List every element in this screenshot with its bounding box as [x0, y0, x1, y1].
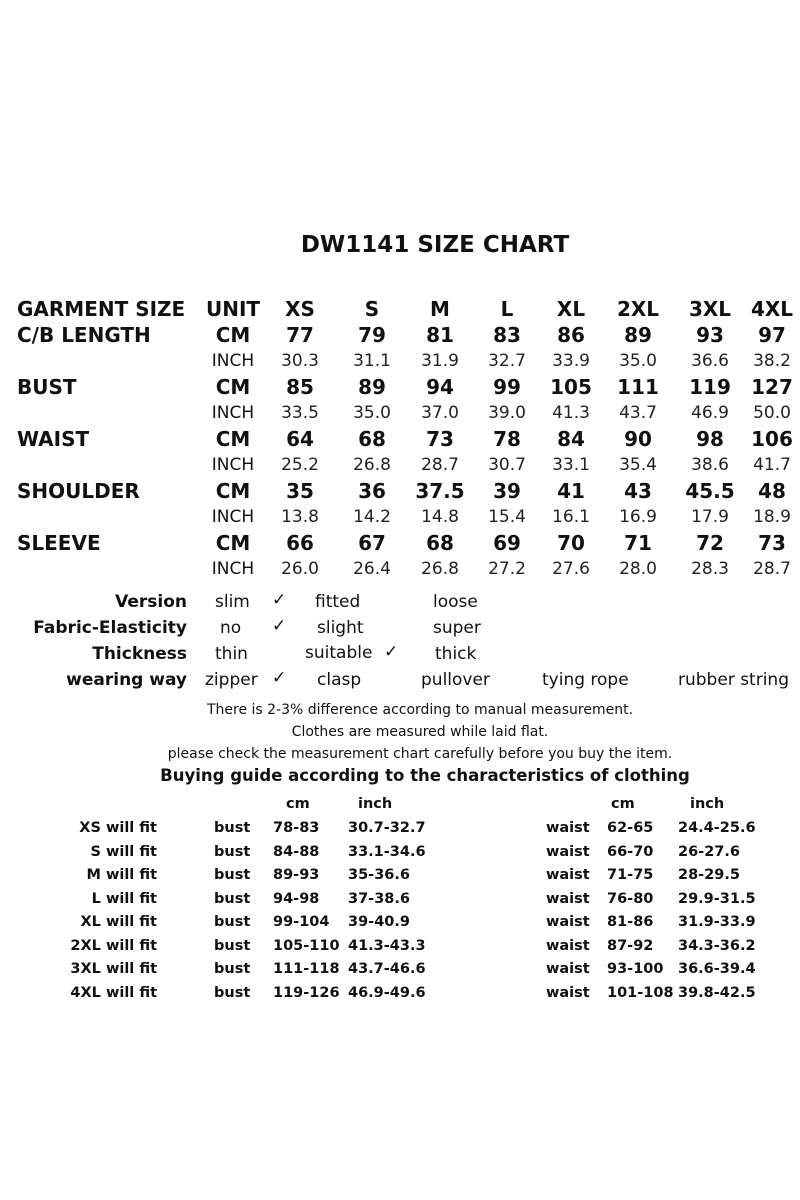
cm-value: 85: [286, 375, 314, 399]
guide-waist-inch: 36.6-39.4: [678, 961, 756, 977]
guide-bust-label: bust: [214, 867, 251, 883]
row-label: SLEEVE: [17, 531, 101, 555]
cm-value: 39: [493, 479, 521, 503]
guide-bust-label: bust: [214, 820, 251, 836]
guide-waist-cm: 81-86: [607, 914, 654, 930]
wearing-check-icon: ✓: [272, 668, 287, 688]
guide-waist-label: waist: [546, 867, 590, 883]
inch-value: 27.2: [488, 559, 526, 579]
inch-value: 46.9: [691, 403, 729, 423]
guide-waist-label: waist: [546, 820, 590, 836]
guide-waist-label: waist: [546, 961, 590, 977]
inch-value: 14.2: [353, 507, 391, 527]
version-label: Version: [115, 592, 187, 612]
guide-fit-label: XS will fit: [79, 820, 157, 836]
size-header-xs: XS: [285, 297, 315, 321]
row-label: WAIST: [17, 427, 90, 451]
note-check-chart: please check the measurement chart carefully before you buy the item.: [167, 746, 673, 762]
cm-value: 86: [557, 323, 585, 347]
cm-value: 66: [286, 531, 314, 555]
thickness-thin: thin: [215, 644, 248, 664]
size-header-3xl: 3XL: [688, 297, 732, 321]
cm-value: 48: [758, 479, 786, 503]
inch-value: 26.4: [353, 559, 391, 579]
cm-value: 36: [358, 479, 386, 503]
guide-waist-label: waist: [546, 891, 590, 907]
unit-cm-label: CM: [215, 531, 251, 555]
guide-bust-inch: 30.7-32.7: [348, 820, 426, 836]
guide-waist-cm: 62-65: [607, 820, 654, 836]
page-title: DW1141 SIZE CHART: [300, 232, 570, 258]
inch-value: 17.9: [691, 507, 729, 527]
guide-bust-label: bust: [214, 891, 251, 907]
size-header-m: M: [430, 297, 450, 321]
size-header-2xl: 2XL: [616, 297, 660, 321]
guide-bust-cm: 94-98: [273, 891, 320, 907]
inch-value: 37.0: [421, 403, 459, 423]
unit-cm-label: CM: [215, 479, 251, 503]
wearing-label: wearing way: [66, 670, 187, 690]
guide-bust-inch: 37-38.6: [348, 891, 410, 907]
guide-waist-cm: 93-100: [607, 961, 664, 977]
guide-bust-inch: 46.9-49.6: [348, 985, 426, 1001]
unit-cm-label: CM: [215, 323, 251, 347]
inch-value: 25.2: [281, 455, 319, 475]
inch-value: 26.8: [421, 559, 459, 579]
guide-inch-header-right: inch: [690, 796, 725, 812]
wearing-pullover: pullover: [421, 670, 490, 690]
inch-value: 30.3: [281, 351, 319, 371]
inch-value: 16.1: [552, 507, 590, 527]
cm-value: 93: [696, 323, 724, 347]
inch-value: 38.6: [691, 455, 729, 475]
cm-value: 78: [493, 427, 521, 451]
cm-value: 84: [557, 427, 585, 451]
guide-bust-inch: 41.3-43.3: [348, 938, 426, 954]
guide-bust-inch: 35-36.6: [348, 867, 410, 883]
inch-value: 18.9: [753, 507, 791, 527]
guide-bust-cm: 105-110: [273, 938, 340, 954]
guide-waist-label: waist: [546, 914, 590, 930]
unit-inch-label: INCH: [211, 403, 255, 423]
size-header-s: S: [364, 297, 380, 321]
guide-fit-label: 3XL will fit: [70, 961, 157, 977]
version-check-icon: ✓: [272, 590, 287, 610]
fabric-label: Fabric-Elasticity: [33, 618, 187, 638]
cm-value: 69: [493, 531, 521, 555]
cm-value: 71: [624, 531, 652, 555]
inch-value: 16.9: [619, 507, 657, 527]
unit-inch-label: INCH: [211, 455, 255, 475]
fabric-no: no: [220, 618, 242, 638]
note-laid-flat: Clothes are measured while laid flat.: [291, 724, 549, 740]
guide-fit-label: S will fit: [90, 844, 157, 860]
guide-waist-cm: 87-92: [607, 938, 654, 954]
guide-inch-header: inch: [358, 796, 393, 812]
guide-bust-label: bust: [214, 938, 251, 954]
unit-inch-label: INCH: [211, 507, 255, 527]
guide-waist-label: waist: [546, 938, 590, 954]
inch-value: 50.0: [753, 403, 791, 423]
inch-value: 28.3: [691, 559, 729, 579]
guide-waist-cm: 101-108: [607, 985, 674, 1001]
inch-value: 27.6: [552, 559, 590, 579]
guide-waist-inch: 39.8-42.5: [678, 985, 756, 1001]
guide-bust-inch: 43.7-46.6: [348, 961, 426, 977]
cm-value: 45.5: [685, 479, 735, 503]
guide-waist-cm: 71-75: [607, 867, 654, 883]
guide-fit-label: 2XL will fit: [70, 938, 157, 954]
cm-value: 81: [426, 323, 454, 347]
guide-waist-cm: 76-80: [607, 891, 654, 907]
cm-value: 77: [286, 323, 314, 347]
unit-cm-label: CM: [215, 375, 251, 399]
thickness-check-icon: ✓: [384, 642, 399, 662]
cm-value: 89: [358, 375, 386, 399]
cm-value: 105: [550, 375, 592, 399]
version-slim: slim: [215, 592, 250, 612]
cm-value: 35: [286, 479, 314, 503]
guide-waist-inch: 28-29.5: [678, 867, 740, 883]
inch-value: 35.4: [619, 455, 657, 475]
cm-value: 73: [426, 427, 454, 451]
guide-bust-label: bust: [214, 844, 251, 860]
cm-value: 68: [426, 531, 454, 555]
cm-value: 111: [617, 375, 659, 399]
guide-waist-label: waist: [546, 844, 590, 860]
inch-value: 33.9: [552, 351, 590, 371]
inch-value: 32.7: [488, 351, 526, 371]
guide-bust-label: bust: [214, 961, 251, 977]
guide-bust-cm: 119-126: [273, 985, 340, 1001]
cm-value: 72: [696, 531, 724, 555]
note-difference: There is 2-3% difference according to manual measurement.: [206, 702, 634, 718]
inch-value: 14.8: [421, 507, 459, 527]
inch-value: 15.4: [488, 507, 526, 527]
fabric-slight: slight: [317, 618, 364, 638]
inch-value: 31.9: [421, 351, 459, 371]
inch-value: 41.3: [552, 403, 590, 423]
wearing-rubber-string: rubber string: [678, 670, 789, 690]
inch-value: 41.7: [753, 455, 791, 475]
cm-value: 79: [358, 323, 386, 347]
cm-value: 127: [751, 375, 793, 399]
cm-value: 41: [557, 479, 585, 503]
inch-value: 43.7: [619, 403, 657, 423]
cm-value: 94: [426, 375, 454, 399]
size-header-4xl: 4XL: [750, 297, 794, 321]
cm-value: 90: [624, 427, 652, 451]
inch-value: 31.1: [353, 351, 391, 371]
cm-value: 106: [751, 427, 793, 451]
cm-value: 73: [758, 531, 786, 555]
guide-bust-inch: 39-40.9: [348, 914, 410, 930]
cm-value: 98: [696, 427, 724, 451]
unit-cm-label: CM: [215, 427, 251, 451]
version-loose: loose: [433, 592, 478, 612]
cm-value: 99: [493, 375, 521, 399]
version-fitted: fitted: [315, 592, 361, 612]
inch-value: 28.7: [421, 455, 459, 475]
cm-value: 64: [286, 427, 314, 451]
unit-inch-label: INCH: [211, 351, 255, 371]
inch-value: 33.5: [281, 403, 319, 423]
guide-waist-inch: 34.3-36.2: [678, 938, 756, 954]
unit-header: UNIT: [205, 297, 261, 321]
inch-value: 38.2: [753, 351, 791, 371]
size-header-xl: XL: [556, 297, 586, 321]
guide-fit-label: M will fit: [86, 867, 157, 883]
wearing-zipper: zipper: [205, 670, 258, 690]
wearing-tying-rope: tying rope: [542, 670, 629, 690]
cm-value: 97: [758, 323, 786, 347]
cm-value: 37.5: [415, 479, 465, 503]
guide-bust-inch: 33.1-34.6: [348, 844, 426, 860]
inch-value: 28.0: [619, 559, 657, 579]
guide-fit-label: L will fit: [91, 891, 157, 907]
guide-bust-cm: 89-93: [273, 867, 320, 883]
inch-value: 35.0: [619, 351, 657, 371]
cm-value: 67: [358, 531, 386, 555]
guide-bust-label: bust: [214, 914, 251, 930]
guide-waist-cm: 66-70: [607, 844, 654, 860]
thickness-label: Thickness: [92, 644, 187, 664]
guide-bust-cm: 111-118: [273, 961, 340, 977]
thickness-thick: thick: [435, 644, 477, 664]
garment-size-header: GARMENT SIZE: [17, 297, 186, 321]
inch-value: 36.6: [691, 351, 729, 371]
cm-value: 89: [624, 323, 652, 347]
inch-value: 35.0: [353, 403, 391, 423]
fabric-super: super: [433, 618, 481, 638]
guide-waist-inch: 24.4-25.6: [678, 820, 756, 836]
inch-value: 30.7: [488, 455, 526, 475]
unit-inch-label: INCH: [211, 559, 255, 579]
wearing-clasp: clasp: [317, 670, 362, 690]
fabric-check-icon: ✓: [272, 616, 287, 636]
inch-value: 26.8: [353, 455, 391, 475]
cm-value: 70: [557, 531, 585, 555]
row-label: BUST: [17, 375, 77, 399]
guide-fit-label: 4XL will fit: [70, 985, 157, 1001]
guide-bust-cm: 84-88: [273, 844, 320, 860]
guide-waist-inch: 31.9-33.9: [678, 914, 756, 930]
cm-value: 83: [493, 323, 521, 347]
guide-waist-inch: 26-27.6: [678, 844, 740, 860]
cm-value: 43: [624, 479, 652, 503]
guide-bust-cm: 99-104: [273, 914, 330, 930]
guide-fit-label: XL will fit: [80, 914, 157, 930]
size-header-l: L: [500, 297, 514, 321]
guide-bust-cm: 78-83: [273, 820, 320, 836]
cm-value: 119: [689, 375, 731, 399]
guide-waist-label: waist: [546, 985, 590, 1001]
inch-value: 33.1: [552, 455, 590, 475]
inch-value: 28.7: [753, 559, 791, 579]
inch-value: 39.0: [488, 403, 526, 423]
guide-cm-header: cm: [286, 796, 310, 812]
row-label: C/B LENGTH: [17, 323, 151, 347]
guide-title: Buying guide according to the characteristics of clothing: [160, 766, 690, 785]
cm-value: 68: [358, 427, 386, 451]
guide-cm-header-right: cm: [611, 796, 635, 812]
thickness-suitable: suitable: [305, 643, 373, 663]
guide-waist-inch: 29.9-31.5: [678, 891, 756, 907]
guide-bust-label: bust: [214, 985, 251, 1001]
inch-value: 26.0: [281, 559, 319, 579]
row-label: SHOULDER: [17, 479, 140, 503]
inch-value: 13.8: [281, 507, 319, 527]
